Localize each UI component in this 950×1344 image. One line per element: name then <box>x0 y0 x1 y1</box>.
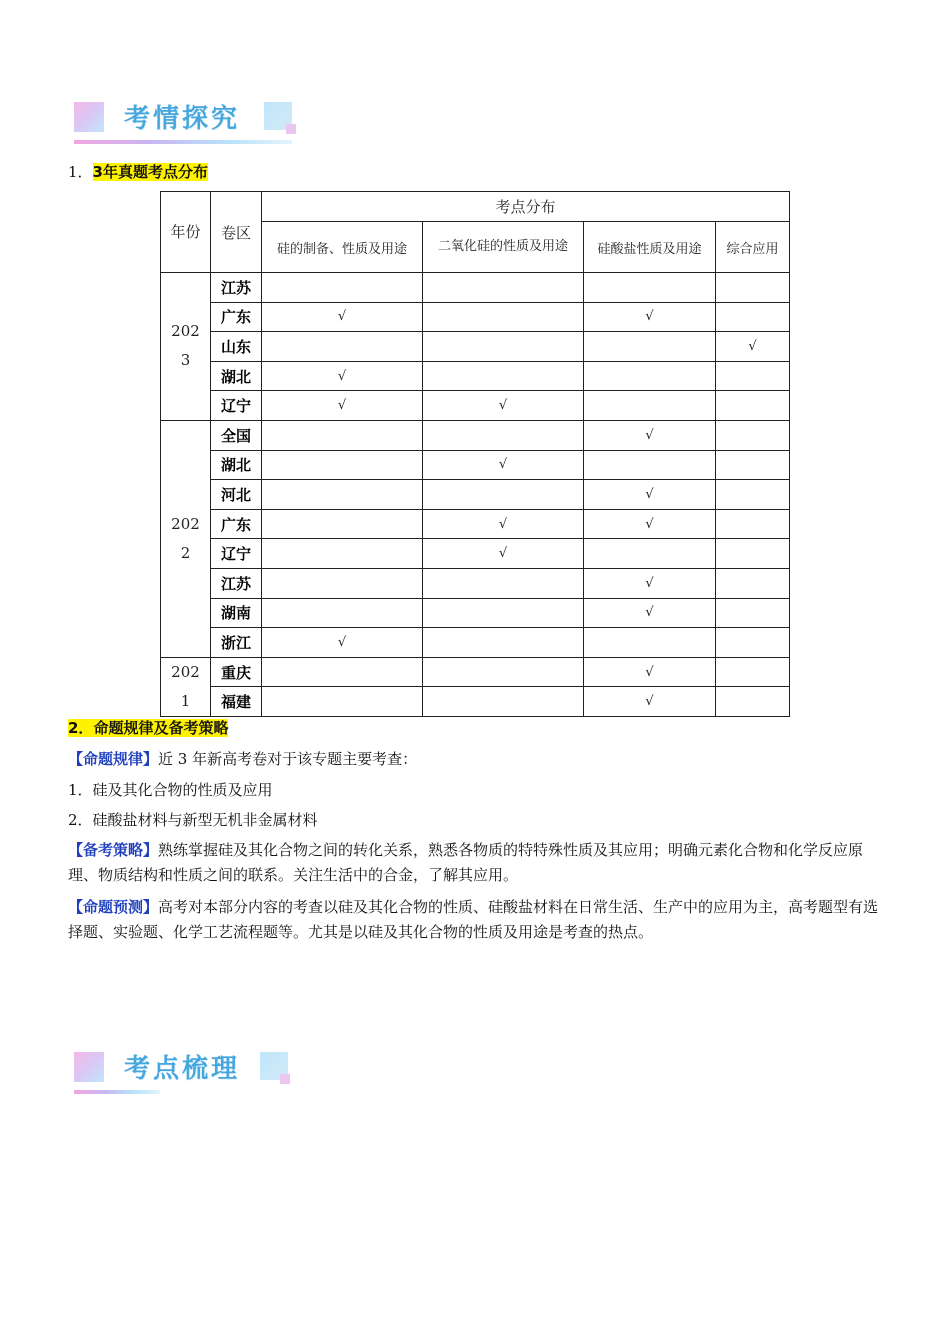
empty-cell <box>716 450 790 480</box>
header-topic-label: 二氧化硅的性质及用途 <box>437 239 568 254</box>
check-mark-cell: √ <box>584 302 716 332</box>
empty-cell <box>716 568 790 598</box>
list-item: 2．硅酸盐材料与新型无机非金属材料 <box>68 811 318 829</box>
table-row <box>161 450 790 480</box>
region-cell: 全国 <box>211 420 262 450</box>
section-banner-exam-analysis <box>74 102 296 146</box>
table-body <box>161 192 790 717</box>
check-mark-cell: √ <box>584 657 716 687</box>
table-row <box>161 391 790 421</box>
header-topic: 硅酸盐性质及用途 <box>584 222 716 273</box>
check-mark-cell: √ <box>584 420 716 450</box>
empty-cell <box>716 598 790 628</box>
banner-decor-square <box>280 1074 290 1084</box>
empty-cell <box>423 628 584 658</box>
empty-cell <box>584 628 716 658</box>
check-mark-cell: √ <box>423 539 584 569</box>
empty-cell <box>716 687 790 717</box>
strategy-paragraph <box>68 838 880 888</box>
empty-cell <box>262 509 423 539</box>
rule-text: 近 3 年新高考卷对于该专题主要考查： <box>158 750 418 768</box>
empty-cell <box>423 302 584 332</box>
empty-cell <box>423 480 584 510</box>
header-year-label: 年份 <box>170 222 201 241</box>
region-cell: 湖北 <box>211 361 262 391</box>
empty-cell <box>262 539 423 569</box>
check-mark-cell: √ <box>262 361 423 391</box>
forecast-paragraph <box>68 895 880 945</box>
empty-cell <box>716 361 790 391</box>
banner-underline <box>74 1090 160 1094</box>
header-topic-group: 考点分布 <box>262 192 790 222</box>
empty-cell <box>423 273 584 303</box>
table-row <box>161 657 790 687</box>
empty-cell <box>262 568 423 598</box>
empty-cell <box>262 687 423 717</box>
empty-cell <box>584 361 716 391</box>
header-topic <box>423 222 584 273</box>
rule-tag: 【命题规律】 <box>68 750 159 768</box>
region-cell: 河北 <box>211 480 262 510</box>
banner-decor-square <box>286 124 296 134</box>
empty-cell <box>262 657 423 687</box>
empty-cell <box>584 273 716 303</box>
table-row <box>161 302 790 332</box>
region-cell: 辽宁 <box>211 539 262 569</box>
region-cell: 重庆 <box>211 657 262 687</box>
table-row <box>161 332 790 362</box>
empty-cell <box>716 273 790 303</box>
region-cell: 浙江 <box>211 628 262 658</box>
empty-cell <box>423 420 584 450</box>
year-cell <box>161 657 211 716</box>
empty-cell <box>262 598 423 628</box>
forecast-text: 高考对本部分内容的考查以硅及其化合物的性质、硅酸盐材料在日常生活、生产中的应用为主，高考题型有选择题、实验题、化学工艺流程题等。尤其是以硅及其化合物的性质及用途是考查的热点。 <box>68 898 879 941</box>
region-cell: 湖北 <box>211 450 262 480</box>
empty-cell <box>423 332 584 362</box>
table-row <box>161 273 790 303</box>
empty-cell <box>716 657 790 687</box>
table-row <box>161 539 790 569</box>
empty-cell <box>262 332 423 362</box>
empty-cell <box>262 480 423 510</box>
check-mark-cell: √ <box>262 302 423 332</box>
list-item: 1．硅及其化合物的性质及应用 <box>68 781 273 799</box>
check-mark-cell: √ <box>423 391 584 421</box>
empty-cell <box>262 273 423 303</box>
year-label: 2021 <box>171 662 200 710</box>
table-row <box>161 598 790 628</box>
empty-cell <box>716 509 790 539</box>
exam-distribution-table <box>160 191 790 717</box>
year-label: 2023 <box>171 322 200 370</box>
check-mark-cell: √ <box>262 628 423 658</box>
region-cell: 辽宁 <box>211 391 262 421</box>
check-mark-cell: √ <box>262 391 423 421</box>
year-cell <box>161 273 211 421</box>
empty-cell <box>716 420 790 450</box>
check-mark-cell: √ <box>584 480 716 510</box>
heading-rules-strategy <box>68 718 228 738</box>
heading-number: 1． <box>68 163 93 181</box>
empty-cell <box>423 361 584 391</box>
header-region: 卷区 <box>211 192 262 273</box>
heading-text: 命题规律及备考策略 <box>93 719 229 737</box>
rule-paragraph <box>68 749 417 769</box>
heading-number: 2． <box>68 719 94 737</box>
region-cell: 广东 <box>211 302 262 332</box>
region-cell: 广东 <box>211 509 262 539</box>
banner-underline <box>74 140 292 144</box>
table-row <box>161 509 790 539</box>
section-title: 考点梳理 <box>124 1054 241 1084</box>
section-title: 考情探究 <box>124 104 241 134</box>
empty-cell <box>716 539 790 569</box>
empty-cell <box>584 450 716 480</box>
check-mark-cell: √ <box>423 509 584 539</box>
check-mark-cell: √ <box>584 568 716 598</box>
empty-cell <box>716 480 790 510</box>
region-cell: 江苏 <box>211 568 262 598</box>
empty-cell <box>423 598 584 628</box>
region-cell: 江苏 <box>211 273 262 303</box>
empty-cell <box>423 568 584 598</box>
table-row <box>161 628 790 658</box>
heading-distribution <box>68 162 208 182</box>
region-cell: 福建 <box>211 687 262 717</box>
check-mark-cell: √ <box>584 687 716 717</box>
empty-cell <box>262 420 423 450</box>
banner-decor-square <box>74 1052 104 1082</box>
strategy-text: 熟练掌握硅及其化合物之间的转化关系，熟悉各物质的特特殊性质及其应用；明确元素化合物和化学反应原理、物质结构和性质之间的联系。关注生活中的合金，了解其应用。 <box>68 841 864 884</box>
empty-cell <box>423 657 584 687</box>
year-label: 2022 <box>171 514 200 562</box>
region-cell: 山东 <box>211 332 262 362</box>
check-mark-cell: √ <box>584 509 716 539</box>
banner-decor-square <box>74 102 104 132</box>
forecast-tag: 【命题预测】 <box>68 898 159 916</box>
empty-cell <box>584 539 716 569</box>
year-cell <box>161 420 211 657</box>
empty-cell <box>716 391 790 421</box>
section-banner-key-points <box>74 1052 296 1096</box>
table-row <box>161 568 790 598</box>
empty-cell <box>423 687 584 717</box>
empty-cell <box>716 302 790 332</box>
header-topic: 硅的制备、性质及用途 <box>262 222 423 273</box>
header-year <box>161 192 211 273</box>
table-row <box>161 480 790 510</box>
table-row <box>161 420 790 450</box>
header-topic: 综合应用 <box>716 222 790 273</box>
empty-cell <box>584 391 716 421</box>
strategy-tag: 【备考策略】 <box>68 841 159 859</box>
check-mark-cell: √ <box>716 332 790 362</box>
empty-cell <box>584 332 716 362</box>
check-mark-cell: √ <box>584 598 716 628</box>
empty-cell <box>262 450 423 480</box>
check-mark-cell: √ <box>423 450 584 480</box>
table-row <box>161 687 790 717</box>
heading-text: 3年真题考点分布 <box>92 163 208 181</box>
empty-cell <box>716 628 790 658</box>
table-row <box>161 361 790 391</box>
region-cell: 湖南 <box>211 598 262 628</box>
